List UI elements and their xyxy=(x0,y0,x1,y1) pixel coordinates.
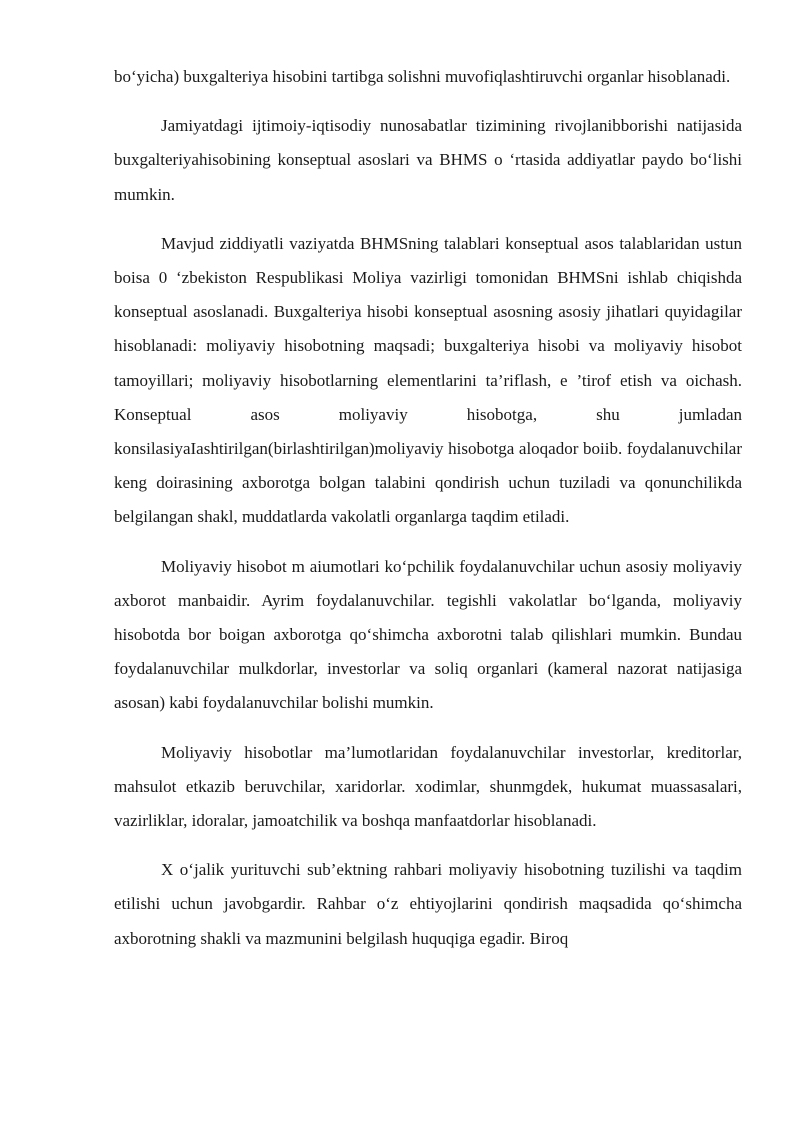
paragraph-user-list: Moliyaviy hisobotlar ma’lumotlaridan foydalanuvchilar investorlar, kreditorlar, mahsulot etkazib beruvchilar, xaridorlar. xodimlar, shunmgdek, hukumat muassasalari, vazirliklar, idoralar, jamoatchilik va boshqa manfaatdorlar hisoblanadi. xyxy=(114,742,742,831)
paragraph-conceptual-contradictions: Jamiyatdagi ijtimoiy-iqtisodiy nunosabatlar tizimining rivojlanibborishi natijasida buxgalteriyahisobining konseptual asoslari va BHMS o ‘rtasida addiyatlar paydo bo‘lishi mumkin. xyxy=(114,116,742,204)
paragraph-report-users: Moliyaviy hisobot m aiumotlari ko‘pchilik foydalanuvchilar uchun asosiy moliyaviy axborot manbaidir. Ayrim foydalanuvchilar. tegishli vakolatlar bo‘lganda, moliyaviy hisobotda bor boigan axborotga qo‘shimcha axborotni talab qilishlari mumkin. Bundau foydalanuvchilar mulkdorlar, investorlar va soliq organlari (kameral nazorat natijasiga asosan) kabi foydalanuvchilar bolishi mumkin. xyxy=(114,556,742,713)
paragraph-management-responsibility: X o‘jalik yurituvchi sub’ektning rahbari moliyaviy hisobotning tuzilishi va taqdim etilishi uchun javobgardir. Rahbar o‘z ehtiyojlarini qondirish maqsadida qo‘shimcha axborotning shakli va mazmunini belgilash huquqiga egadir. Biroq xyxy=(114,860,742,948)
paragraph-continuation: bo‘yicha) buxgalteriya hisobini tartibga solishni muvofiqlashtiruvchi organlar hisoblanadi. xyxy=(114,67,731,86)
paragraph-conceptual-basis: Mavjud ziddiyatli vaziyatda BHMSning talablari konseptual asos talablaridan ustun boisa 0 ‘zbekiston Respublikasi Moliya vazirligi tomonidan BHMSni ishlab chiqishda konseptual asoslanadi. Buxgalteriya hisobi konseptual asosning asosiy jihatlari quyidagilar hisoblanadi: moliyaviy hisobotning maqsadi; buxgalteriya hisobi va moliyaviy hisobot tamoyillari; moliyaviy hisobotlarning elementlarini ta’riflash, e ’tirof etish va oichash. Konseptual asos moliyaviy hisobotga, shu jumladan konsilasiyaIashtirilgan(birlashtirilgan)moliyaviy hisobotga aloqador boiib. foydalanuvchilar keng doirasining axborotga bolgan talabini qondirish uchun tuziladi va qonunchilikda belgilangan shakl, muddatlarda vakolatli organlarga taqdim etiladi. xyxy=(114,233,742,527)
